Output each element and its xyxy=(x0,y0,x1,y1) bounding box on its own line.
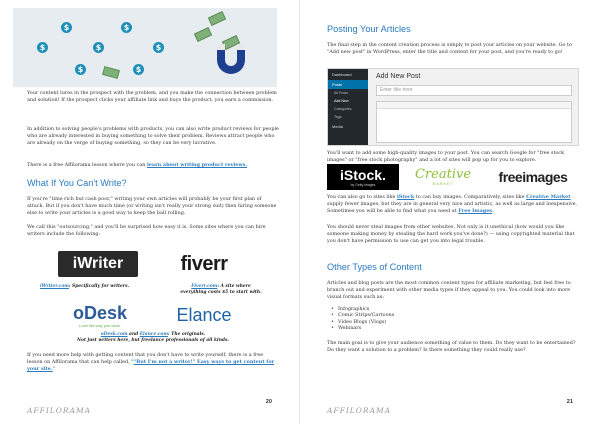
right-page xyxy=(300,0,600,424)
freeimages-logo: freeimages xyxy=(498,169,568,185)
odesk-link[interactable]: oDesk.com xyxy=(100,332,128,337)
list-item: • Webinars xyxy=(327,325,579,331)
istock-link[interactable]: iStock xyxy=(396,194,415,200)
wp-content-editor xyxy=(376,101,572,143)
content-types-list xyxy=(327,306,579,332)
wp-admin-sidebar xyxy=(328,69,368,146)
paragraph: We call this "outsourcing," and you'll be surprised how easy it is. Some sites where you can hire writers include the following: xyxy=(27,224,266,237)
list-item: • Infographics xyxy=(327,306,579,312)
iwriter-link[interactable]: iWriter.com xyxy=(40,284,69,289)
wp-menu-item: Dashboard xyxy=(332,72,352,77)
fiverr-logo: fiverr xyxy=(180,252,228,275)
paragraph: There is a free Affilorama lesson where you can learn about writing product reviews. xyxy=(27,162,248,168)
page-footer xyxy=(327,398,573,415)
affilorama-logo: AFFILORAMA xyxy=(27,406,92,415)
section-heading: What If You Can't Write? xyxy=(27,178,127,188)
paragraph: If you need more help with getting content that you don't have to write yourself, there is a free lesson on Affilorama that can help called, ""But I'm not a writer!" Easy ways to get content for your site." xyxy=(27,352,275,372)
wp-page-title: Add New Post xyxy=(376,73,421,80)
paragraph: Your content lures in the prospect with the problem, and you make the connection between problem and solution! If the prospect clicks your affiliate link and buys the product, you earn a commission. xyxy=(27,90,277,103)
fiverr-link[interactable]: Fiverr.com xyxy=(191,284,218,289)
paragraph: The final step in the content creation process is simply to post your articles on your website. Go to "Add new post" in WordPress, enter the title and content for your post, and you're ready to go! xyxy=(327,42,572,55)
wp-submenu-item: Categories xyxy=(334,107,352,111)
magnet-money-illustration: $ $ $ $ $ $ $ xyxy=(13,8,277,87)
wp-submenu-item: Add New xyxy=(334,99,349,103)
paragraph: If you're "time rich but cash poor," writing your own articles will probably be your first plan of attack. But if you don't have much time (or writing isn't really your strong suit) then hiring someone else to write your articles is a good way to keep the ball rolling. xyxy=(27,196,277,216)
free-images-link[interactable]: Free Images xyxy=(458,208,493,214)
creative-market-logo: Creative MARKET xyxy=(414,167,472,186)
section-heading: Posting Your Articles xyxy=(327,24,411,34)
not-a-writer-link[interactable]: "But I'm not a writer!" Easy ways to get content for your site. xyxy=(27,359,275,372)
paragraph: You'll want to add some high-quality images to your post. You can search Google for "free stock images" or "free stock photography" and a lot of sites will pop up for you to explore. xyxy=(327,150,565,163)
list-item: • Video Blogs (Vlogs) xyxy=(327,319,579,325)
paragraph: You should never steal images from other websites. Not only is it unethical (how would you like someone making money by stealing the hard work you've done?) — using copyrighted material that you don't have permission to use can get you into legal trouble. xyxy=(327,224,575,244)
wp-title-input: Enter title here xyxy=(376,85,572,96)
wp-submenu-item: Tags xyxy=(334,115,342,119)
page-number: 20 xyxy=(265,399,272,405)
page-footer xyxy=(27,398,272,415)
wp-menu-item: Media xyxy=(332,124,343,129)
paragraph: The main goal is to give your audience something of value to them. Do they want to be entertained? Do they want a solution to a problem? Is there something they could really use? xyxy=(327,340,576,353)
istock-logo: iStock. by Getty Images xyxy=(327,164,399,190)
fiverr-caption: Fiverr.com: A site where everything costs $5 to start with. xyxy=(180,284,262,295)
elance-link[interactable]: Elance.com xyxy=(139,332,168,337)
odesk-logo: oDesk Love the way you work. xyxy=(72,302,128,328)
paragraph: You can also go to sites like iStock to can buy images. Comparatively, sites like Creative Market supply fewer images, but they are in general very nice and artistic, as well as large and inexpensive. Sometimes you will be able to find what you need at Free Images. xyxy=(327,194,578,214)
affilorama-logo: AFFILORAMA xyxy=(327,406,392,415)
elance-logo: Elance xyxy=(176,304,232,325)
wp-submenu-item: All Posts xyxy=(334,91,348,95)
page-number: 21 xyxy=(566,399,573,405)
magnet-icon xyxy=(209,38,253,82)
paragraph: Articles and blog posts are the most common content types for affiliate marketing, but feel free to branch out and experiment with other media types if they appeal to you. You could look into more visual formats such as: xyxy=(327,280,571,300)
wordpress-screenshot xyxy=(327,68,579,146)
creative-market-link[interactable]: Creative Market xyxy=(526,194,571,200)
odesk-elance-caption: oDesk.com and Elance.com: The originals. Not just writers here, but freelance professionals of all kinds. xyxy=(77,332,229,343)
product-reviews-link[interactable]: learn about writing product reviews. xyxy=(146,162,248,168)
list-item: • Comic Strips/Cartoons xyxy=(327,312,579,318)
wp-menu-item: Posts xyxy=(328,80,368,89)
iwriter-caption: iWriter.com: Specifically for writers. xyxy=(40,284,130,289)
paragraph: In addition to solving people's problems with products, you can also write product reviews for people who are already interested in buying something to solve their problem. Reviews attract people who are already on the verge of buying something, so they can be very lucrative. xyxy=(27,126,279,146)
section-heading: Other Types of Content xyxy=(327,262,422,272)
iwriter-logo: iWriter xyxy=(58,251,138,277)
